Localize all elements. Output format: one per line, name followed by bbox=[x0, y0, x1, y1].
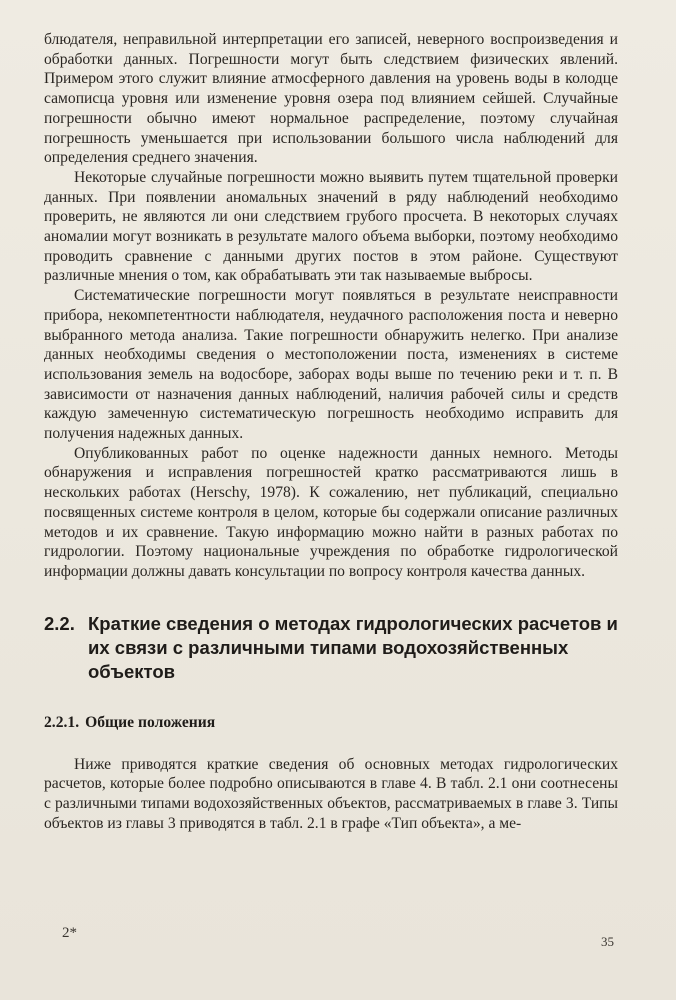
paragraph-2: Некоторые случайные погрешности можно выявить путем тщательной проверки данных. При появлении аномальных значений в ряду наблюдений необходимо проверить, не являются ли они следствием грубого просчета. В некоторых случаях аномалии могут возникать в результате малого объема выборки, поэтому необходимо проводить сравнение с данными других постов в этом районе. Существуют различные мнения о том, как обрабатывать эти так называемые выбросы. bbox=[44, 168, 618, 285]
subsection-title: Общие положения bbox=[85, 713, 216, 731]
paragraph-3: Систематические погрешности могут появляться в результате неисправности прибора, некомпетентности наблюдателя, неудачного расположения поста и неверно выбранного метода анализа. Такие погрешности обнаружить нелегко. При анализе данных необходимы сведения о местоположении поста, изменениях в системе использования земель на водосборе, заборах воды выше по течению реки и т. п. В зависимости от назначения данных наблюдений, наличия рабочей силы и средств каждую замеченную систематическую погрешность необходимо исправить для получения надежных данных. bbox=[44, 287, 618, 443]
section-number: 2.2. bbox=[44, 612, 75, 634]
body-text bbox=[44, 30, 618, 582]
subsection-paragraph: Ниже приводятся краткие сведения об основных методах гидрологических расчетов, которые более подробно описываются в главе 4. В табл. 2.1 они соотнесены с различными типами водохозяйственных объектов, рассматриваемых в главе 3. Типы объектов из главы 3 приводятся в табл. 2.1 в графе «Тип объекта», а ме- bbox=[44, 755, 618, 832]
page-number: 35 bbox=[601, 934, 614, 949]
section-heading bbox=[44, 612, 618, 684]
paragraph-4: Опубликованных работ по оценке надежности данных немного. Методы обнаружения и исправления погрешностей кратко рассматриваются лишь в нескольких работах (Herschy, 1978). К сожалению, нет публикаций, специально посвященных системе контроля в целом, которые бы содержали описание различных методов и их сравнение. Такую информацию можно найти в разных работах по гидрологии. Поэтому национальные учреждения по обработке гидрологической информации должны давать консультации по вопросу контроля качества данных. bbox=[44, 444, 618, 580]
subsection-heading bbox=[44, 713, 618, 733]
signature-mark: 2* bbox=[62, 925, 77, 941]
paragraph-1: блюдателя, неправильной интерпретации его записей, неверного воспроизведения и обработки данных. Погрешности могут быть следствием физических явлений. Примером этого служит влияние атмосферного давления на уровень воды в колодце самописца уровня или изменение уровня озера под влиянием сейшей. Случайные погрешности обычно имеют нормальное распределение, поэтому случайная погрешность уменьшается при использовании большого числа наблюдений для определения среднего значения. bbox=[44, 31, 618, 167]
section-title: Краткие сведения о методах гидрологических расчетов и их связи с различными типами водохозяйственных объектов bbox=[88, 612, 618, 682]
subsection-number: 2.2.1. bbox=[44, 713, 80, 731]
